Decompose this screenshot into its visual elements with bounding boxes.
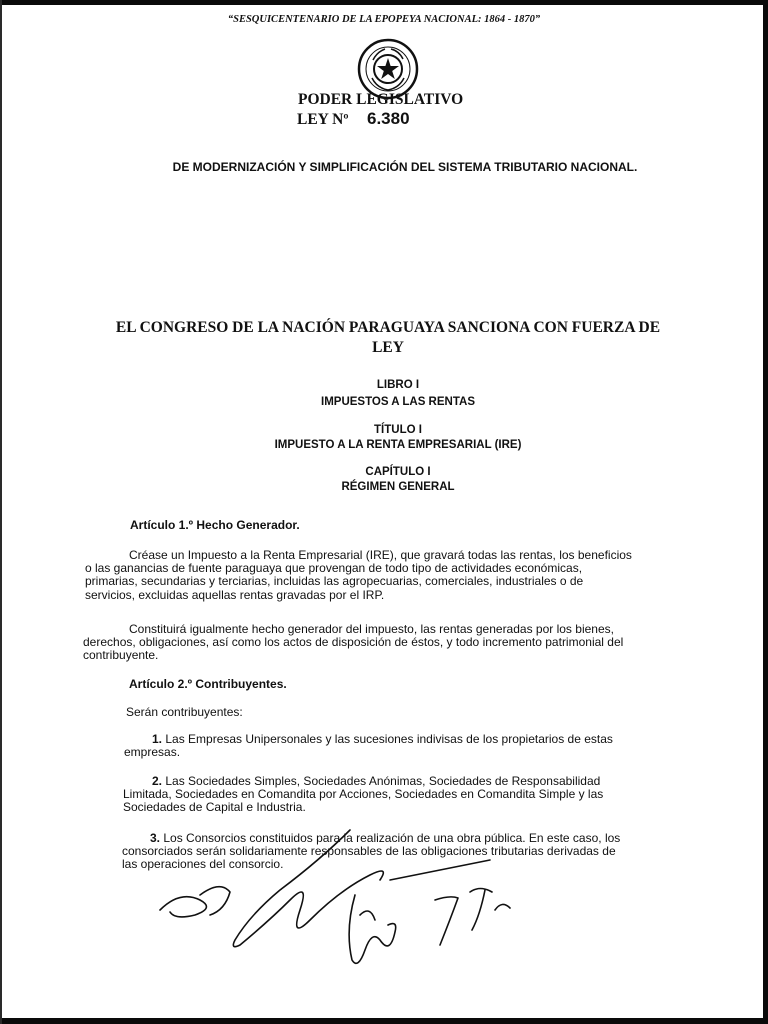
paragraph-line: Limitada, Sociedades en Comandita por Acciones, Sociedades en Comandita Simple y las (123, 787, 604, 802)
law-title: DE MODERNIZACIÓN Y SIMPLIFICACIÓN DEL SISTEMA TRIBUTARIO NACIONAL. (172, 160, 638, 174)
article-1-paragraph-2 (83, 623, 708, 663)
paragraph-line: consorciados serán solidariamente responsables de las obligaciones tributarias derivadas de (122, 844, 616, 859)
article-2-item-2 (123, 775, 705, 815)
signature-3 (349, 895, 396, 963)
book-title: IMPUESTOS A LAS RENTAS (321, 396, 475, 408)
paragraph-line: Las Empresas Unipersonales y las sucesiones indivisas de los propietarios de estas (165, 732, 613, 746)
scan-edge-top (0, 0, 768, 5)
book-heading: LIBRO I (376, 379, 420, 391)
signatures (140, 820, 540, 980)
item-number: 2. (152, 774, 163, 788)
article-1-heading: Artículo 1.º Hecho Generador. (130, 518, 300, 532)
signature-4 (435, 889, 510, 946)
institution-title: PODER LEGISLATIVO (298, 91, 464, 108)
paragraph-line: servicios, excluidas aquellas rentas gravadas por el IRP. (85, 587, 385, 602)
article-2-intro: Serán contribuyentes: (126, 705, 243, 719)
paragraph-line: primarias, secundarias y terciarias, incluidas las agropecuarias, comerciales, industriales o de (85, 574, 584, 589)
paragraph-line: o las ganancias de fuente paraguaya que provengan de todo tipo de actividades económicas, (85, 561, 583, 576)
motto: “SESQUICENTENARIO DE LA EPOPEYA NACIONAL: 1864 - 1870” (227, 14, 541, 25)
article-2-heading: Artículo 2.º Contribuyentes. (129, 677, 287, 691)
scan-edge-left (0, 0, 2, 1024)
paragraph-line: Los Consorcios constituidos para la realización de una obra pública. En este caso, los (163, 831, 621, 845)
paragraph-line: empresas. (124, 745, 181, 760)
scan-edge-right (763, 0, 768, 1024)
paragraph-line: contribuyente. (83, 648, 159, 663)
paragraph-line: Las Sociedades Simples, Sociedades Anónimas, Sociedades de Responsabilidad (165, 774, 601, 788)
item-number: 3. (150, 831, 161, 845)
title-name: IMPUESTO A LA RENTA EMPRESARIAL (IRE) (274, 439, 522, 451)
paragraph-line: las operaciones del consorcio. (122, 857, 284, 872)
enactment-formula: EL CONGRESO DE LA NACIÓN PARAGUAYA SANCIONA CON FUERZA DE (115, 319, 661, 336)
paragraph-line: Constituirá igualmente hecho generador del impuesto, las rentas generadas por los bienes, (129, 622, 614, 636)
signature-1 (160, 887, 230, 917)
paragraph-line: Sociedades de Capital e Industria. (123, 800, 306, 815)
item-number: 1. (152, 732, 163, 746)
article-2-item-1 (124, 733, 704, 759)
law-number: 6.380 (367, 109, 410, 128)
paragraph-line: derechos, obligaciones, así como los actos de disposición de éstos, y todo incremento patrimonial del (83, 635, 624, 650)
law-label: LEY Nº (297, 111, 349, 128)
article-1-paragraph-1 (85, 549, 708, 602)
chapter-title: RÉGIMEN GENERAL (341, 481, 455, 493)
paragraph-line: Créase un Impuesto a la Renta Empresarial (IRE), que gravará todas las rentas, los beneficios (129, 548, 632, 562)
scan-edge-bottom (0, 1018, 768, 1024)
enactment-formula-continued: LEY (372, 339, 404, 356)
chapter-heading: CAPÍTULO I (365, 466, 431, 478)
title-heading: TÍTULO I (374, 424, 422, 436)
signature-flourish (390, 860, 490, 880)
signature-2 (233, 830, 383, 947)
